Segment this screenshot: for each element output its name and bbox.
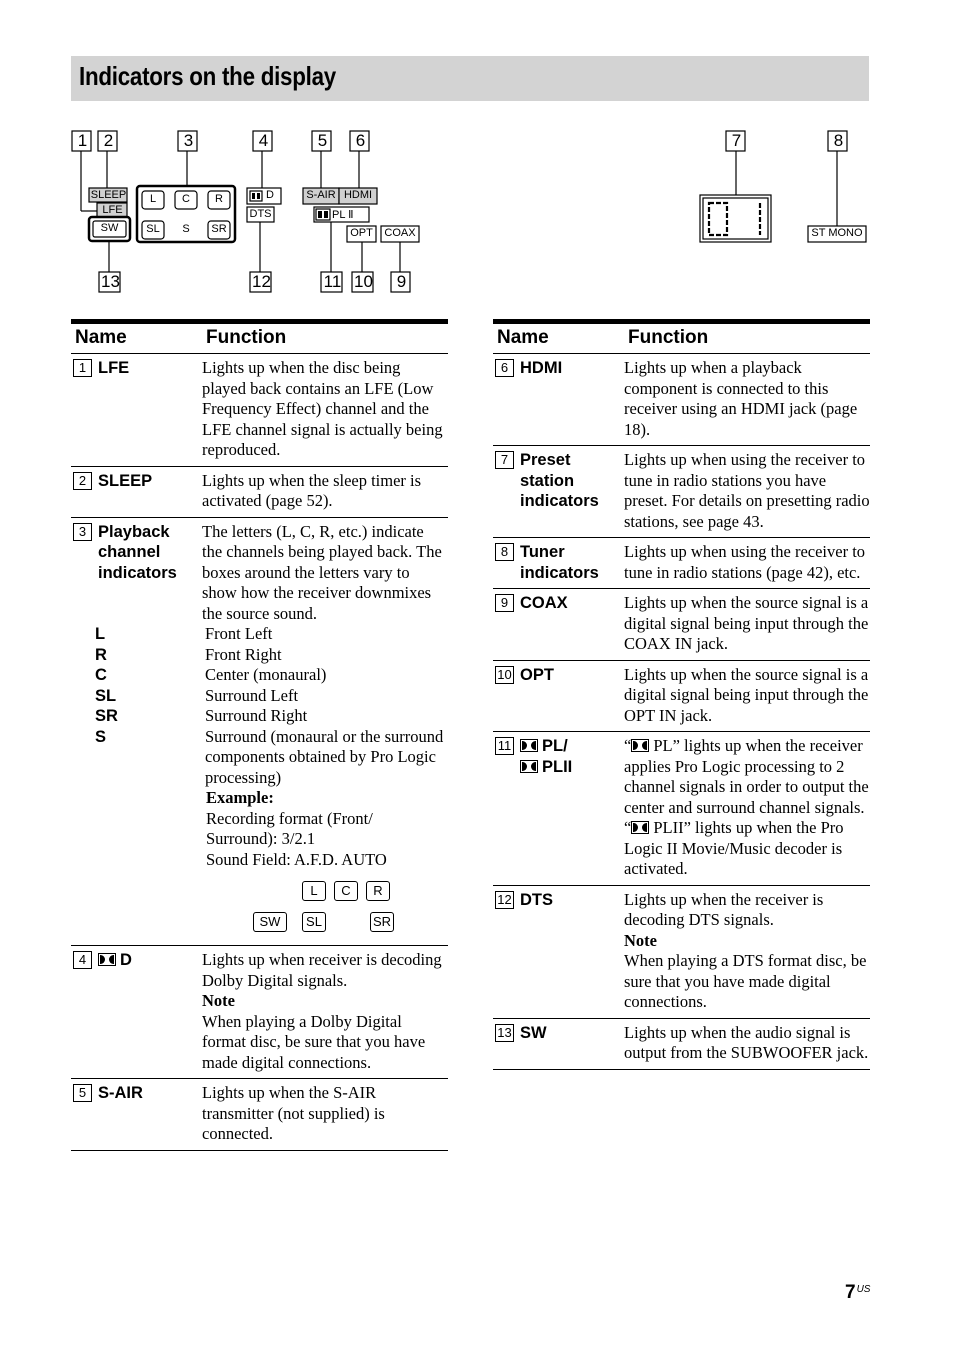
dolby-icon (98, 953, 116, 966)
example-box-sr: SR (370, 912, 394, 932)
channel-key: SR (95, 707, 118, 725)
callout-2: 2 (103, 131, 114, 150)
row-name: COAX (520, 594, 568, 612)
note-text: When playing a Dolby Digital format disc, be sure that you have made digital connections. (202, 1011, 426, 1072)
row-function: Lights up when the source signal is a digital signal being input through the OPT IN jack. (624, 660, 870, 732)
example-box-sw: SW (253, 912, 287, 932)
row-name: SLEEP (98, 471, 153, 490)
row-name: SW (520, 1023, 547, 1042)
title-bar (71, 56, 869, 101)
note-label: Note (624, 930, 657, 950)
callout-12: 12 (252, 272, 271, 291)
seg-opt: OPT (350, 227, 373, 239)
seg-dts: DTS (249, 208, 272, 220)
name-header: Name (493, 322, 624, 354)
page-suffix: US (856, 1284, 871, 1295)
table-row (493, 885, 870, 1018)
table-row (493, 538, 870, 589)
seg-lfe: LFE (102, 204, 123, 216)
page-number (845, 1282, 870, 1304)
channel-value: Surround Left (205, 685, 299, 705)
table-row (71, 1079, 448, 1151)
seg-stmono: ST MONO (811, 227, 863, 239)
row-number: 3 (73, 523, 92, 541)
row-name: Tuner indicators (520, 543, 599, 582)
row-name: PLII (542, 757, 573, 776)
row-function: The letters (L, C, R, etc.) indicate the channels being played back. The boxes around the letters vary to show how the receiver downmixes the source sound. (202, 521, 442, 623)
row-name: LFE (98, 359, 130, 377)
row-number: 2 (73, 472, 92, 490)
row-function: Lights up when the audio signal is output from the SUBWOOFER jack. (624, 1018, 870, 1069)
callout-8: 8 (833, 131, 844, 150)
row-name: DTS (520, 890, 553, 909)
table-row (71, 466, 448, 517)
name-header: Name (71, 322, 202, 354)
seg-l: L (149, 193, 157, 205)
callout-11: 11 (323, 272, 342, 291)
example-text: Recording format (Front/ Surround): 3/2.1 (206, 808, 373, 848)
row-name: S-AIR (98, 1084, 143, 1102)
display-diagram (0, 110, 954, 310)
example-label: Example: (206, 788, 274, 807)
seg-sw: SW (100, 222, 119, 234)
row-number: 9 (495, 594, 514, 612)
channel-key: C (95, 666, 107, 684)
row-function: Lights up when a playback component is connected to this receiver using an HDMI jack (page 18). (624, 354, 870, 446)
seg-coax: COAX (384, 227, 416, 239)
table-row (71, 517, 448, 946)
row-name: Preset station indicators (520, 451, 599, 510)
example-box-l: L (302, 881, 326, 901)
page-number-value: 7 (845, 1282, 856, 1303)
table-row (71, 354, 448, 467)
channel-value: Surround Right (205, 706, 308, 725)
seg-sr: SR (211, 223, 227, 235)
seg-hdmi: HDMI (343, 189, 373, 201)
dolby-icon (520, 760, 538, 773)
row-number: 8 (495, 543, 514, 561)
row-number: 5 (73, 1084, 92, 1102)
row-name: HDMI (520, 359, 563, 377)
note-text: When playing a DTS format disc, be sure that you have made digital connections. (624, 951, 867, 1011)
callout-4: 4 (258, 131, 269, 150)
dolby-icon (631, 739, 649, 752)
row-function: PL” lights up when the receiver applies Pro Logic processing to 2 channel signals in order to output the center and surround channel signals. (624, 736, 869, 817)
seg-pl: PL Ⅱ (332, 209, 354, 221)
seg-d: D (266, 189, 274, 201)
channel-key: SL (95, 686, 117, 705)
example-text: Sound Field: A.F.D. AUTO (206, 849, 387, 869)
row-name: OPT (520, 665, 554, 684)
note-label: Note (202, 991, 235, 1010)
table-row (493, 660, 870, 732)
row-name: PL/ (542, 737, 568, 755)
table-row (493, 732, 870, 886)
row-name: Playback channel indicators (98, 522, 177, 582)
table-row (493, 589, 870, 661)
example-box-sl: SL (302, 912, 326, 932)
row-number: 7 (495, 451, 514, 469)
quote-mark: “ (624, 818, 632, 837)
right-function-table (493, 319, 870, 1070)
example-channel-boxes (206, 870, 448, 940)
row-number: 1 (73, 359, 92, 377)
row-function: Lights up when receiver is decoding Dolby Digital signals. (202, 950, 442, 990)
channel-key: S (95, 727, 107, 746)
callout-1: 1 (77, 131, 88, 150)
row-number: 6 (495, 359, 514, 377)
seg-sair: S-AIR (306, 189, 336, 201)
table-row (493, 1018, 870, 1069)
row-number: 13 (495, 1024, 514, 1042)
quote-mark: “ (624, 736, 632, 755)
channel-key: L (95, 625, 106, 643)
function-header: Function (202, 322, 448, 354)
dolby-icon (631, 821, 649, 834)
channel-key: R (95, 645, 107, 664)
row-function: Lights up when the source signal is a digital signal being input through the COAX IN jack. (624, 589, 870, 661)
seg-s: S (182, 223, 190, 235)
row-number: 12 (495, 891, 514, 909)
seg-sl: SL (146, 223, 160, 235)
row-function: Lights up when the receiver is decoding DTS signals. (624, 889, 824, 929)
left-function-table (71, 319, 448, 1151)
channel-value: Surround (monaural or the surround components obtained by Pro Logic processing) (205, 726, 444, 787)
example-box-r: R (366, 881, 390, 901)
row-function: Lights up when the S-AIR transmitter (not supplied) is connected. (202, 1079, 448, 1151)
seg-sleep: SLEEP (90, 189, 127, 201)
row-function: Lights up when using the receiver to tune in radio stations you have preset. For details on presetting radio stations, see page 43. (624, 446, 870, 538)
row-function: Lights up when using the receiver to tune in radio stations (page 42), etc. (624, 538, 870, 589)
page-title: Indicators on the display (79, 61, 336, 91)
row-number: 10 (495, 666, 514, 684)
callout-6: 6 (355, 131, 366, 150)
channel-value: Front Right (205, 644, 282, 664)
row-name: D (120, 951, 132, 969)
table-row (71, 946, 448, 1079)
callout-10: 10 (354, 272, 373, 291)
seg-c: C (182, 193, 190, 205)
callout-13: 13 (101, 272, 120, 291)
channel-value: Center (monaural) (205, 665, 327, 684)
row-number: 4 (73, 951, 92, 969)
row-number: 11 (495, 737, 514, 755)
callout-5: 5 (317, 131, 328, 150)
row-function: Lights up when the disc being played back contains an LFE (Low Frequency Effect) channel and the LFE channel signal is actually being reproduced. (202, 354, 448, 467)
channel-value: Front Left (205, 624, 273, 643)
table-row (493, 354, 870, 446)
seg-r: R (215, 193, 223, 205)
row-function: Lights up when the sleep timer is activated (page 52). (202, 466, 448, 517)
function-header: Function (624, 322, 870, 354)
callout-9: 9 (396, 272, 407, 291)
row-function: PLII” lights up when the Pro Logic II Movie/Music decoder is activated. (624, 818, 844, 878)
table-row (493, 446, 870, 538)
example-box-c: C (334, 881, 358, 901)
dolby-icon (520, 739, 538, 752)
callout-3: 3 (183, 131, 194, 150)
callout-7: 7 (731, 131, 742, 150)
